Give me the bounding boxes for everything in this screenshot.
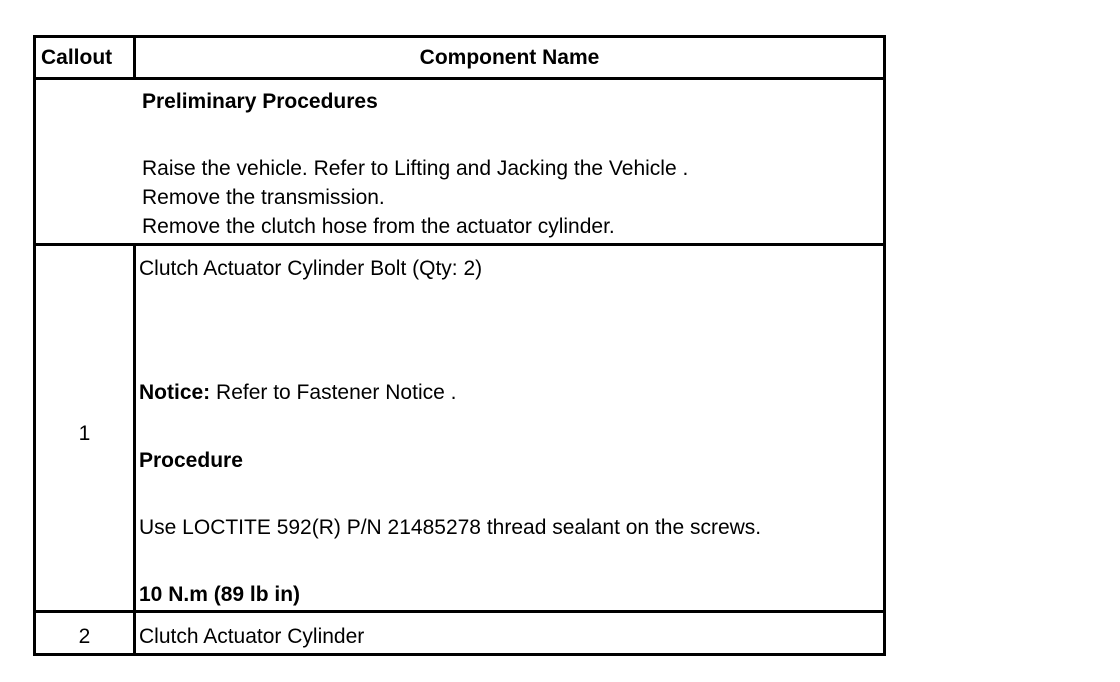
torque-spec: 10 N.m (89 lb in) [139,583,301,606]
preliminary-step: Raise the vehicle. Refer to Lifting and Jacking the Vehicle . [142,157,689,180]
callout-2: 2 [78,625,91,648]
preliminary-step: Remove the clutch hose from the actuator cylinder. [142,215,615,238]
notice-label: Notice: [139,381,211,404]
callout-header: Callout [41,46,113,69]
preliminary-step: Remove the transmission. [142,186,385,209]
row-divider [36,610,883,613]
component-name-2: Clutch Actuator Cylinder [139,625,365,648]
preliminary-divider [36,243,883,246]
callout-1: 1 [78,422,91,445]
header-divider [36,77,883,80]
component-name-header: Component Name [419,46,600,69]
procedure-text: Use LOCTITE 592(R) P/N 21485278 thread sealant on the screws. [139,516,762,539]
notice-text: Refer to Fastener Notice . [210,381,457,404]
preliminary-title: Preliminary Procedures [142,90,378,113]
component-table [33,35,886,656]
notice-line [139,381,456,405]
column-divider-body [133,243,136,656]
component-name-1: Clutch Actuator Cylinder Bolt (Qty: 2) [139,257,483,280]
procedure-title: Procedure [139,449,243,472]
